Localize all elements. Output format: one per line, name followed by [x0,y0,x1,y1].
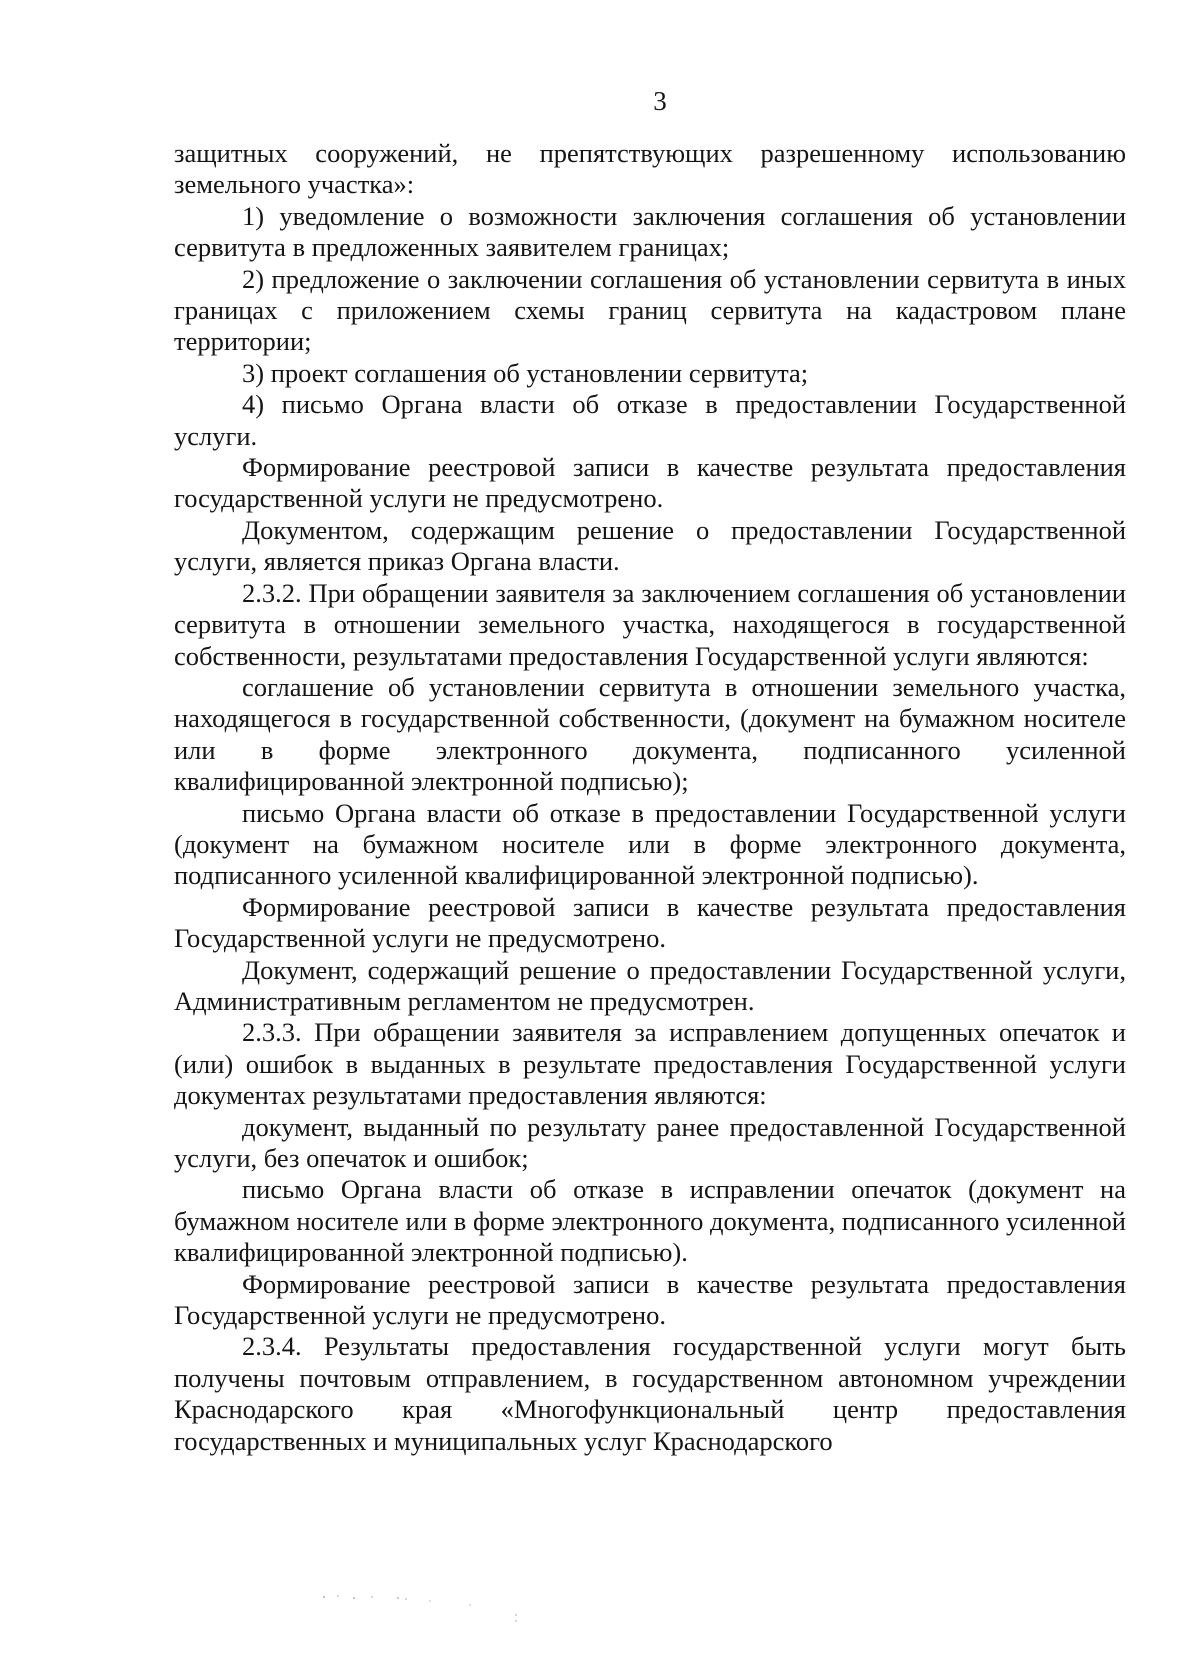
paragraph-decision-document: Документом, содержащим решение о предоставлении Государственной услуги, является приказ Органа власти. [174,514,1126,577]
document-body [174,138,1126,1457]
paragraph-item-1: 1) уведомление о возможности заключения соглашения об установлении сервитута в предложенных заявителем границах; [174,200,1126,263]
paragraph-item-3: 3) проект соглашения об установлении сервитута; [242,357,809,388]
paragraph-continuation: защитных сооружений, не препятствующих разрешенному использованию земельного участка»: [174,138,1126,200]
paragraph-section-2-3-2: 2.3.2. При обращении заявителя за заключением соглашения об установлении сервитута в отношении земельного участка, находящегося в государственной собственности, результатами предоставления Государственной услуги являются: [174,577,1126,671]
paragraph-servitude-agreement: соглашение об установлении сервитута в отношении земельного участка, находящегося в государственной собственности, (документ на бумажном носителе или в форме электронного документа, подписанного усиленной квалифицированной электронной подписью); [174,671,1126,797]
paragraph-corrected-document: документ, выданный по результату ранее предоставленной Государственной услуги, без опечаток и ошибок; [174,1111,1126,1173]
paragraph-section-2-3-3: 2.3.3. При обращении заявителя за исправлением допущенных опечаток и (или) ошибок в выданных в результате предоставления Государственной услуги документах результатами предоставления являются: [174,1017,1126,1111]
page-number: 3 [653,86,667,116]
paragraph-registry-note: Формирование реестровой записи в качестве результата предоставления государственной услуги не предусмотрено. [174,452,1126,514]
scan-specks-decoration [320,1585,550,1625]
paragraph-refusal-letter: письмо Органа власти об отказе в предоставлении Государственной услуги (документ на бумажном носителе или в форме электронного документа, подписанного усиленной квалифицированной электронной подписью). [174,797,1126,891]
paragraph-refusal-correction-letter: письмо Органа власти об отказе в исправлении опечаток (документ на бумажном носителе или в форме электронного документа, подписанного усиленной квалифицированной электронной подписью). [174,1174,1126,1268]
paragraph-registry-note-3: Формирование реестровой записи в качестве результата предоставления Государственной услуги не предусмотрено. [174,1268,1126,1331]
paragraph-decision-document-2: Документ, содержащий решение о предоставлении Государственной услуги, Административным регламентом не предусмотрен. [174,954,1126,1016]
paragraph-item-4: 4) письмо Органа власти об отказе в предоставлении Государственной услуги. [174,389,1126,451]
paragraph-item-2: 2) предложение о заключении соглашения об установлении сервитута в иных границах с приложением схемы границ сервитута на кадастровом плане территории; [174,263,1126,357]
paragraph-registry-note-2: Формирование реестровой записи в качестве результата предоставления Государственной услуги не предусмотрено. [174,891,1126,954]
paragraph-section-2-3-4: 2.3.4. Результаты предоставления государственной услуги могут быть получены почтовым отправлением, в государственном автономном учреждении Краснодарского края «Многофункциональный центр предоставления государственных и муниципальных услуг Краснодарского [174,1331,1126,1456]
